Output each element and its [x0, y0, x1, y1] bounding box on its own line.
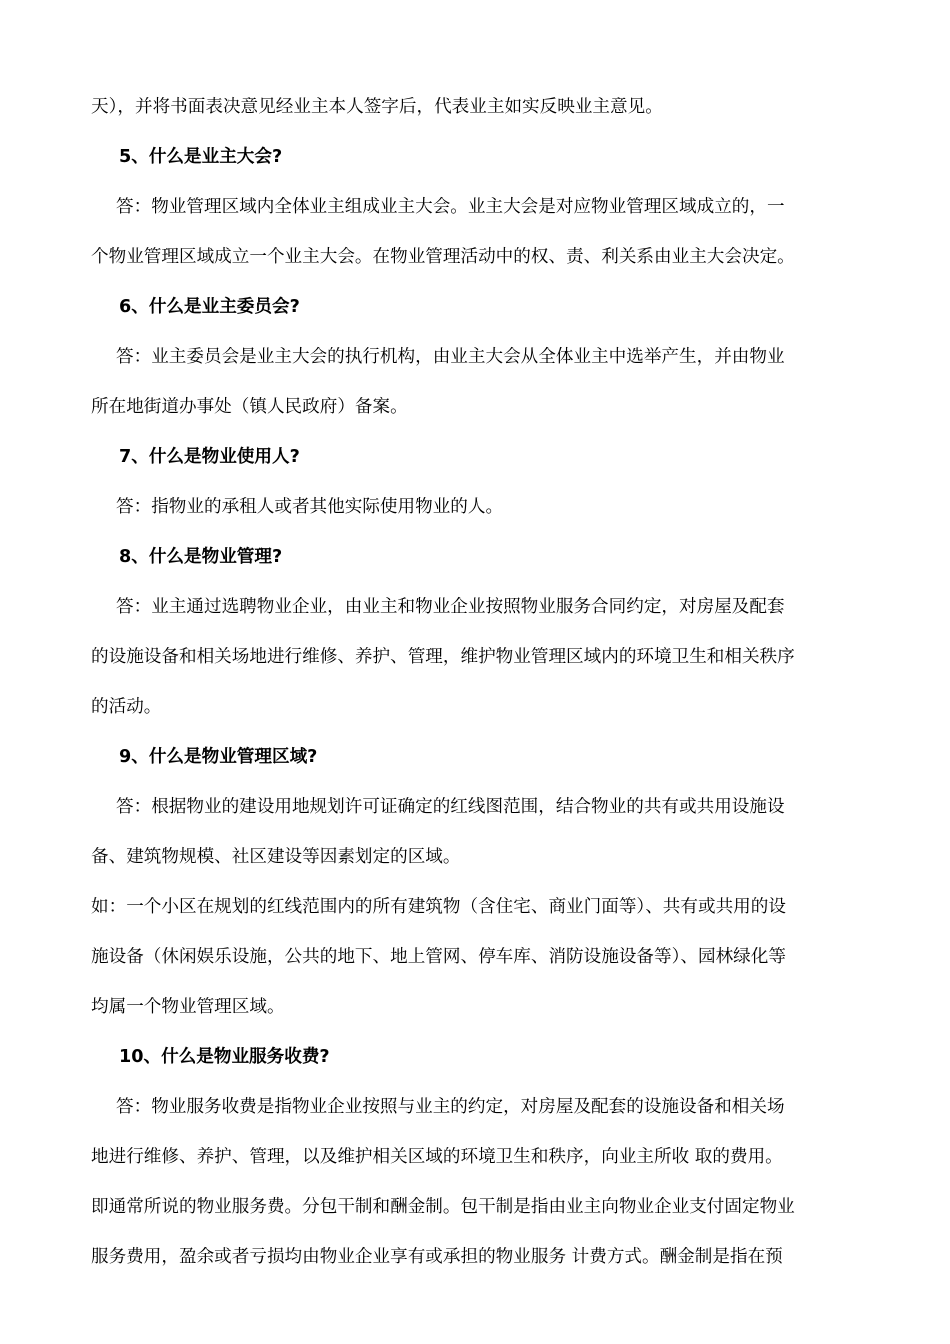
paragraph-line: 即通常所说的物业服务费。分包干制和酬金制。包干制是指由业主向物业企业支付固定物业: [91, 1197, 795, 1217]
question-heading: 10、什么是物业服务收费?: [119, 1047, 330, 1067]
answer-line: 答：物业服务收费是指物业企业按照与业主的约定，对房屋及配套的设施设备和相关场: [116, 1097, 785, 1117]
question-heading: 6、什么是业主委员会?: [119, 297, 300, 317]
answer-line: 答：物业管理区域内全体业主组成业主大会。业主大会是对应物业管理区域成立的，一: [116, 197, 785, 217]
paragraph-line: 的设施设备和相关场地进行维修、养护、管理，维护物业管理区域内的环境卫生和相关秩序: [91, 647, 795, 667]
paragraph-line: 服务费用，盈余或者亏损均由物业企业享有或承担的物业服务 计费方式。酬金制是指在预: [91, 1247, 783, 1267]
answer-line: 答：指物业的承租人或者其他实际使用物业的人。: [116, 497, 504, 517]
paragraph-line: 施设备（休闲娱乐设施，公共的地下、地上管网、停车库、消防设施设备等）、园林绿化等: [91, 947, 786, 967]
paragraph-line: 地进行维修、养护、管理，以及维护相关区域的环境卫生和秩序，向业主所收 取的费用。: [91, 1147, 783, 1167]
paragraph-line: 的活动。: [91, 697, 162, 717]
answer-line: 答：业主委员会是业主大会的执行机构，由业主大会从全体业主中选举产生，并由物业: [116, 347, 785, 367]
question-heading: 7、什么是物业使用人?: [119, 447, 300, 467]
paragraph-line: 均属一个物业管理区域。: [91, 997, 285, 1017]
paragraph-line: 天），并将书面表决意见经业主本人签字后，代表业主如实反映业主意见。: [91, 97, 663, 117]
question-heading: 5、什么是业主大会?: [119, 147, 283, 167]
answer-line: 答：业主通过选聘物业企业，由业主和物业企业按照物业服务合同约定，对房屋及配套: [116, 597, 785, 617]
answer-line: 答：根据物业的建设用地规划许可证确定的红线图范围，结合物业的共有或共用设施设: [116, 797, 785, 817]
paragraph-line: 所在地街道办事处（镇人民政府）备案。: [91, 397, 408, 417]
question-heading: 8、什么是物业管理?: [119, 547, 283, 567]
paragraph-line: 如：一个小区在规划的红线范围内的所有建筑物（含住宅、商业门面等）、共有或共用的设: [91, 897, 786, 917]
paragraph-line: 个物业管理区域成立一个业主大会。在物业管理活动中的权、责、利关系由业主大会决定。: [91, 247, 795, 267]
question-heading: 9、什么是物业管理区域?: [119, 747, 318, 767]
document-page: [91, 82, 861, 1282]
paragraph-line: 备、建筑物规模、社区建设等因素划定的区域。: [91, 847, 461, 867]
